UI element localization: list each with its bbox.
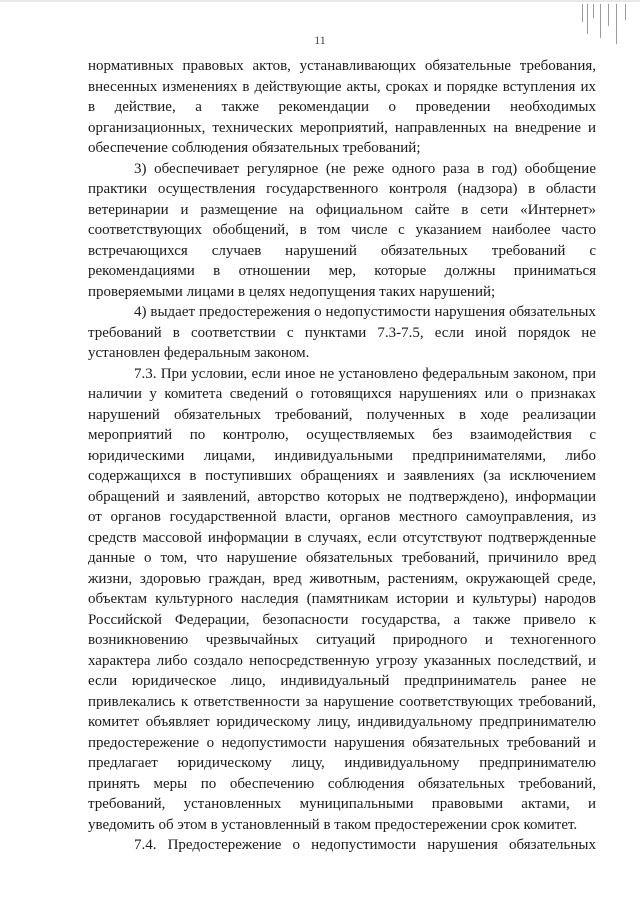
page-number: 11 — [314, 33, 326, 47]
text-line: привлекались к ответственности за нарушение соответствующих требований, — [88, 693, 596, 710]
text-line: встречающихся случаев нарушений обязательных требований с — [88, 242, 596, 259]
text-line: нормативных правовых актов, устанавливающих обязательные требования, — [88, 58, 596, 74]
section-7-4-start: 7.4. Предостережение о недопустимости нарушения обязательных — [134, 837, 596, 853]
text-line: практики осуществления государственного контроля (надзора) в области — [88, 181, 596, 197]
text-line: объектам культурного наследия (памятникам истории и культуры) народов — [88, 591, 596, 607]
paragraph-4-start: 4) выдает предостережения о недопустимости нарушения обязательных — [134, 304, 596, 320]
text-line: возникновению чрезвычайных ситуаций природного и техногенного — [88, 632, 596, 648]
text-line: ветеринарии и размещение на официальном сайте в сети «Интернет» — [88, 201, 596, 218]
text-line: в действие, а также рекомендации о проведении необходимых — [88, 99, 596, 115]
text-line: предостережение о недопустимости нарушения обязательных требований и — [88, 734, 596, 751]
text-line: обеспечение соблюдения обязательных требований; — [88, 140, 421, 156]
text-line: наличии у комитета сведений о готовящихся нарушениях или о признаках — [88, 386, 596, 402]
text-line: принять меры по обеспечению соблюдения обязательных требований, — [88, 775, 596, 792]
scan-top-edge — [0, 0, 640, 2]
text-line: организационных, технических мероприятий, направленных на внедрение и — [88, 119, 596, 136]
text-line: от органов государственной власти, органов местного самоуправления, из — [88, 509, 596, 525]
text-line: нарушений обязательных требований, полученных в ходе реализации — [88, 406, 596, 423]
text-line: требований, установленных муниципальными правовыми актами, и — [88, 796, 596, 812]
document-body — [88, 56, 596, 856]
text-line: данные о том, что нарушение обязательных требований, причинило вред — [88, 550, 596, 566]
paragraph-3-start: 3) обеспечивает регулярное (не реже одного раза в год) обобщение — [134, 160, 596, 177]
text-line: установлен федеральным законом. — [88, 345, 310, 361]
text-line: юридическими лицами, индивидуальными предпринимателями, либо — [88, 447, 596, 464]
text-line: проверяемыми лицами в целях недопущения таких нарушений; — [88, 283, 496, 300]
text-line: внесенных изменениях в действующие акты, сроках и порядке вступления их — [88, 78, 596, 95]
text-line: если юридическое лицо, индивидуальный предприниматель ранее не — [88, 673, 596, 689]
text-line: обращений и заявлений, авторство которых не подтверждено), информации — [88, 488, 596, 505]
text-line: Российской Федерации, безопасности государства, а также привело к — [88, 611, 596, 628]
text-line: требований в соответствии с пунктами 7.3-7.5, если иной порядок не — [88, 324, 596, 341]
text-line: рекомендациями в отношении мер, которые должны приниматься — [88, 263, 596, 279]
text-line: комитет объявляет юридическому лицу, индивидуальному предпринимателю — [88, 714, 596, 730]
text-line: мероприятий по контролю, осуществляемых без взаимодействия с — [88, 427, 596, 443]
text-line: соответствующих обобщений, в том числе с указанием наиболее часто — [88, 222, 596, 238]
section-7-3-start: 7.3. При условии, если иное не установлено федеральным законом, при — [134, 365, 596, 382]
text-line: предлагает юридическому лицу, индивидуальному предпринимателю — [88, 755, 596, 771]
text-line: жизни, здоровью граждан, вред животным, растениям, окружающей среде, — [88, 570, 596, 587]
text-line: характера либо создало непосредственную угрозу указанных последствий, и — [88, 652, 596, 669]
text-line: содержащихся в поступивших обращениях и заявлениях (за исключением — [88, 468, 596, 484]
text-line: средств массовой информации в случаях, если отсутствуют подтвержденные — [88, 529, 596, 546]
text-line: уведомить об этом в установленный в таком предостережении срок комитет. — [88, 816, 578, 833]
